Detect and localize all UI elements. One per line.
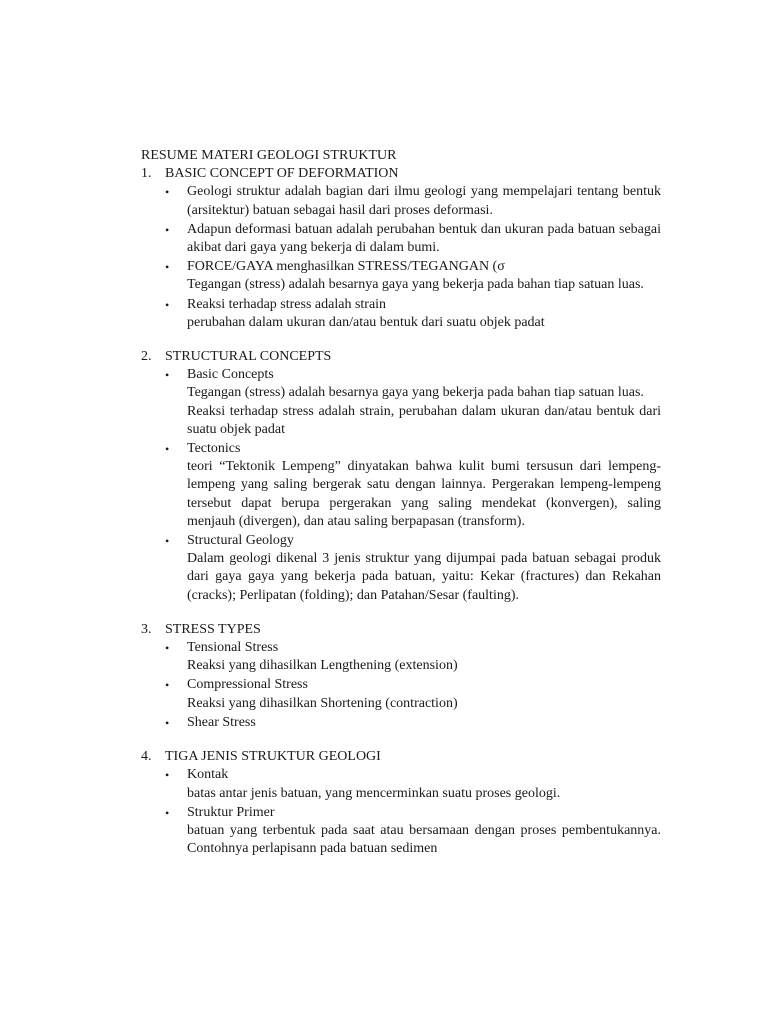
bullet-label: Compressional Stress: [187, 677, 308, 693]
bullet-label: Shear Stress: [187, 714, 256, 730]
section: [141, 165, 661, 332]
section: [141, 348, 661, 605]
bullet-label: Basic Concepts: [187, 367, 274, 383]
section-heading: [141, 621, 661, 639]
bullet-dot-icon: •: [165, 442, 170, 457]
section-heading: [141, 748, 661, 766]
bullet-text: batuan yang terbentuk pada saat atau bersamaan dengan proses pembentukannya. Contohnya perlapisann pada batuan sedimen: [187, 822, 661, 857]
bullet-dot-icon: •: [165, 715, 170, 730]
section: [141, 621, 661, 732]
section-number: 2.: [141, 349, 152, 365]
bullet-text: teori “Tektonik Lempeng” dinyatakan bahwa kulit bumi tersusun dari lempeng-lempeng yang saling bergerak satu dengan lainnya. Pergerakan lempeng-lempeng tersebut dapat berupa pergerakan yang saling mendekat (konvergen), saling menjauh (divergen), dan atau saling berpapasan (transform).: [187, 459, 661, 529]
section-title: STRUCTURAL CONCEPTS: [165, 349, 332, 365]
section-number: 3.: [141, 621, 152, 637]
bullet-list: [141, 766, 661, 858]
list-item: [165, 183, 661, 219]
bullet-label: Structural Geology: [187, 533, 294, 549]
section-heading: [141, 348, 661, 366]
list-item: [165, 766, 661, 802]
bullet-dot-icon: •: [165, 222, 170, 237]
bullet-dot-icon: •: [165, 768, 170, 783]
document-title: RESUME MATERI GEOLOGI STRUKTUR: [141, 148, 397, 163]
section: [141, 748, 661, 858]
list-item: [165, 804, 661, 859]
list-item: [165, 714, 661, 732]
bullet-text: Tegangan (stress) adalah besarnya gaya yang bekerja pada bahan tiap satuan luas.: [187, 385, 644, 401]
bullet-dot-icon: •: [165, 641, 170, 656]
bullet-label: FORCE/GAYA menghasilkan STRESS/TEGANGAN (σ: [187, 259, 505, 275]
bullet-dot-icon: •: [165, 297, 170, 312]
bullet-label: Tectonics: [187, 441, 241, 457]
section-title: TIGA JENIS STRUKTUR GEOLOGI: [165, 749, 381, 765]
list-item: [165, 639, 661, 675]
bullet-dot-icon: •: [165, 260, 170, 275]
bullet-text: batas antar jenis batuan, yang mencerminkan suatu proses geologi.: [187, 785, 561, 801]
bullet-label: Struktur Primer: [187, 804, 275, 820]
bullet-text: Reaksi yang dihasilkan Lengthening (extension): [187, 658, 458, 674]
list-item: [165, 440, 661, 531]
sections-container: [141, 165, 661, 858]
bullet-dot-icon: •: [165, 185, 170, 200]
list-item: [165, 296, 661, 332]
section-title: STRESS TYPES: [165, 621, 261, 637]
list-item: [165, 366, 661, 439]
bullet-dot-icon: •: [165, 805, 170, 820]
bullet-text: Tegangan (stress) adalah besarnya gaya yang bekerja pada bahan tiap satuan luas.: [187, 277, 644, 293]
bullet-list: [141, 639, 661, 732]
bullet-list: [141, 183, 661, 332]
bullet-label: Kontak: [187, 767, 229, 783]
list-item: [165, 221, 661, 257]
bullet-text: Adapun deformasi batuan adalah perubahan bentuk dan ukuran pada batuan sebagai akibat dari gaya yang bekerja di dalam bumi.: [187, 221, 661, 256]
list-item: [165, 258, 661, 294]
bullet-label: Reaksi terhadap stress adalah strain: [187, 296, 387, 312]
bullet-dot-icon: •: [165, 534, 170, 549]
section-number: 1.: [141, 166, 152, 182]
section-title: BASIC CONCEPT OF DEFORMATION: [165, 166, 399, 182]
bullet-text: Reaksi yang dihasilkan Shortening (contraction): [187, 695, 458, 711]
bullet-text: Reaksi terhadap stress adalah strain, perubahan dalam ukuran dan/atau bentuk dari suatu objek padat: [187, 403, 661, 437]
document-page: [141, 147, 661, 859]
bullet-text: perubahan dalam ukuran dan/atau bentuk dari suatu objek padat: [187, 314, 545, 330]
bullet-text: Dalam geologi dikenal 3 jenis struktur yang dijumpai pada batuan sebagai produk dari gaya gaya yang bekerja pada batuan, yaitu: Kekar (fractures) dan Rekahan (cracks); Perlipatan (folding); dan Patahan/Sesar (faulting).: [187, 551, 661, 603]
section-number: 4.: [141, 749, 152, 765]
list-item: [165, 532, 661, 605]
list-item: [165, 676, 661, 712]
bullet-dot-icon: •: [165, 368, 170, 383]
bullet-label: Tensional Stress: [187, 640, 279, 656]
bullet-text: Geologi struktur adalah bagian dari ilmu geologi yang mempelajari tentang bentuk (arsitektur) batuan sebagai hasil dari proses deformasi.: [187, 184, 661, 218]
bullet-list: [141, 366, 661, 605]
section-heading: [141, 165, 661, 183]
bullet-dot-icon: •: [165, 678, 170, 693]
